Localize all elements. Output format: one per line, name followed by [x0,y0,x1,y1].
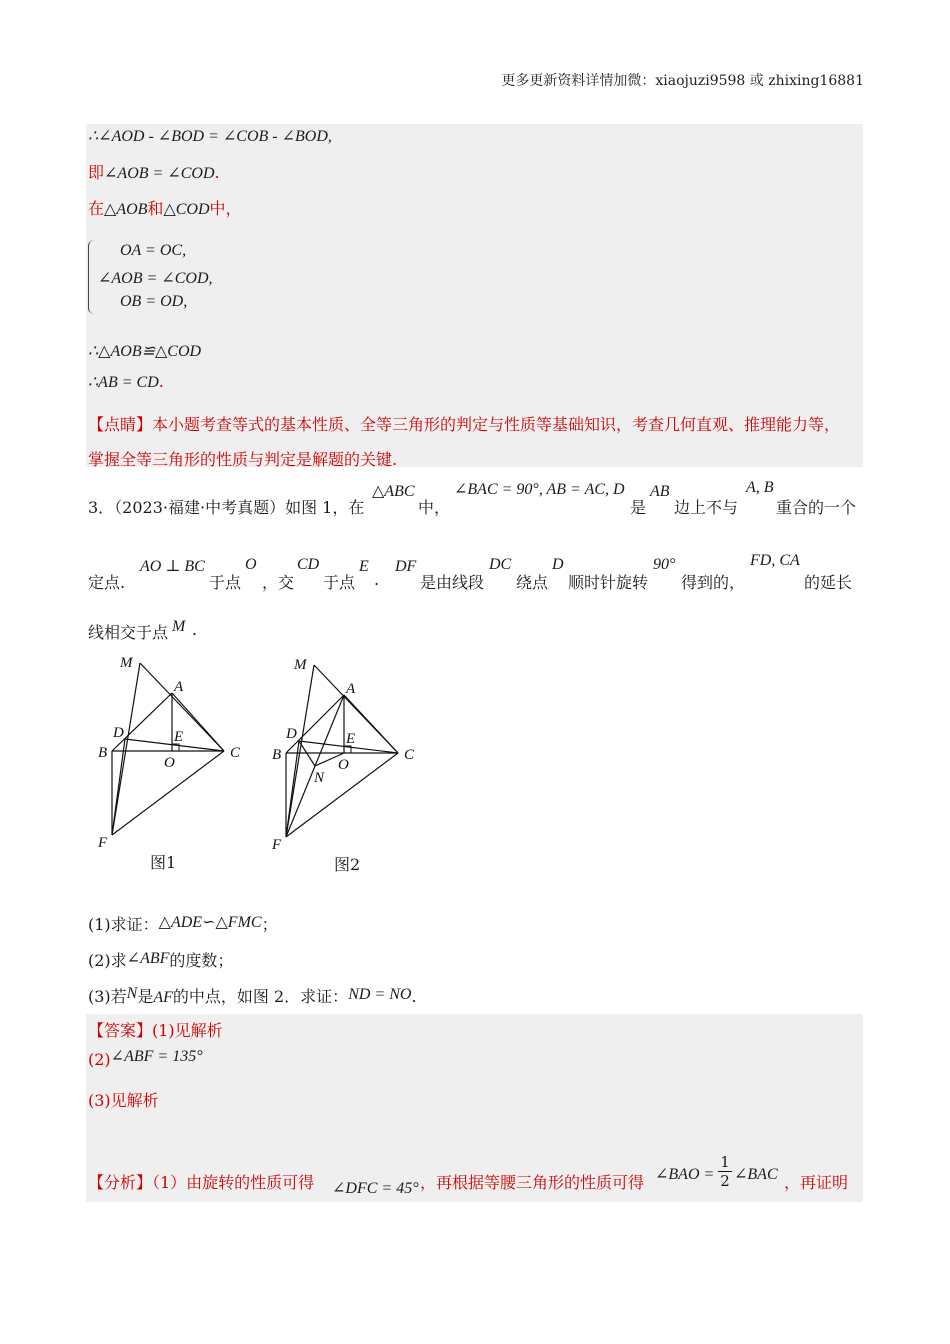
system-line-2: ∠AOB = ∠COD, [98,270,213,287]
figure-1-label: 图1 [150,853,177,872]
q-line2-k: 的延长 [804,573,853,592]
label2-d: D [286,726,297,742]
q-line3-b: . [192,620,198,639]
q-line2-df: DF [395,558,417,575]
label2-m: M [294,657,307,673]
q-line3-m: M [172,618,186,635]
question-bian: 边上不与 [674,498,739,517]
proof-line-3 [88,196,242,219]
proof-line-2-math: ∠AOB = ∠COD [104,165,215,182]
answer-3: (3)见解析 [88,1091,159,1110]
part-1-math: △ADE∽△FMC [158,914,262,931]
fraction-half [718,1153,732,1190]
fraction-numerator: 1 [718,1153,732,1172]
part-2-b: 的度数； [169,951,234,970]
analysis-c: ，再证明 [784,1173,849,1192]
analysis-b: ，再根据等腰三角形的性质可得 [420,1173,645,1192]
fraction-denominator: 2 [720,1172,730,1190]
q-line2-dpt: D [552,556,564,573]
question-ab: AB [650,483,670,500]
analysis-math-2b: ∠BAC [734,1166,778,1183]
part-3-a: (3)若 [88,987,127,1006]
question-chonghe: 重合的一个 [776,498,857,517]
proof-line-3-c: 和 [147,199,164,218]
question-shi: 是 [630,498,647,517]
proof-line-2 [88,160,220,183]
comment-line-1: 【点睛】本小题考查等式的基本性质、全等三角形的判定与性质等基础知识，考查几何直观、推理能力等， [88,415,841,434]
figure-2-label: 图2 [334,855,361,874]
q-line2-h: 绕点 [516,573,549,592]
proof-line-3-b: △AOB [104,201,148,218]
part-1-b: ； [261,915,278,934]
part-2-math: ∠ABF [126,950,170,967]
figure-1 [88,645,258,855]
proof-line-5-period: . [158,372,164,391]
label-b: B [98,745,108,761]
label2-o: O [338,757,349,773]
q-line2-c: ，交 [262,573,295,592]
proof-line-5-math: ∴AB = CD [88,374,159,391]
part-3-n: N [126,985,138,1002]
label2-e: E [346,731,356,747]
page-header: 更多更新资料详情加微：xiaojuzi9598 或 zhixing16881 [501,73,864,89]
part-3 [88,984,417,1007]
q-line2-deg: 90° [653,556,676,573]
label-f: F [98,835,108,851]
q-line2-e: E [359,558,369,575]
seg-fm [112,663,140,835]
seg-fd [112,739,125,835]
part-3-d: . [411,987,417,1006]
label-e: E [174,729,184,745]
label2-a: A [346,681,356,697]
q-line2-i: 顺时针旋转 [568,573,649,592]
proof-line-2-period: . [214,163,220,182]
question-condition: ∠BAC = 90°, AB = AC, D [454,481,625,498]
q-line2-g: 是由线段 [420,573,485,592]
label-m: M [120,655,133,671]
q-line2-o: O [245,556,257,573]
label2-n: N [314,770,325,786]
part-3-af: AF [153,989,173,1006]
proof-line-3-d: △COD [163,201,210,218]
comment-line-2: 掌握全等三角形的性质与判定是解题的关键. [88,450,398,469]
q-line2-f: . [374,570,380,589]
answer-2-math: ∠ABF = 135° [110,1048,203,1065]
figure-2 [266,645,436,857]
analysis-a: 【分析】（1）由旋转的性质可得 [88,1173,315,1192]
label-d: D [113,725,124,741]
part-3-c: 的中点，如图 2．求证： [172,987,349,1006]
proof-line-2-prefix: 即 [88,163,105,182]
q-line2-j: 得到的， [681,573,746,592]
label2-b: B [272,747,282,763]
proof-line-1: ∴∠AOD - ∠BOD = ∠COB - ∠BOD, [88,128,332,145]
proof-line-5 [88,372,164,392]
q-line3-a: 线相交于点 [88,623,169,642]
proof-line-3-a: 在 [88,199,105,218]
part-1 [88,912,278,935]
proof-line-4: ∴△AOB≌△COD [88,343,202,360]
part-3-math: ND = NO [348,986,412,1003]
seg2-fm [286,665,314,837]
question-a-b: A, B [746,479,774,496]
question-prefix: 3．（2023·福建·中考真题）如图 1，在 [88,498,365,517]
label2-c: C [404,747,415,763]
part-2 [88,948,233,971]
q-line2-cd: CD [297,556,320,573]
system-line-1: OA = OC, [120,242,187,259]
question-zhong: 中， [418,498,451,517]
proof-line-3-e: 中， [209,199,242,218]
answer-2-prefix: (2) [88,1050,111,1069]
label-c: C [230,745,241,761]
answer-1: 【答案】(1)见解析 [88,1021,223,1040]
q-line2-ao: AO ⊥ BC [140,558,205,575]
q-line2-fdca: FD, CA [750,552,800,569]
label2-f: F [272,837,282,853]
seg-ba [112,693,172,751]
q-line2-dc: DC [489,556,512,573]
q-line2-d: 于点 [323,573,356,592]
part-3-b: 是 [137,987,154,1006]
system-line-3: OB = OD, [120,293,188,310]
q-line2-b: 于点 [209,573,242,592]
q-line2-a: 定点. [88,573,126,592]
analysis-math-2a: ∠BAO = [655,1166,715,1183]
part-1-a: (1)求证： [88,915,159,934]
part-2-a: (2)求 [88,951,127,970]
label-a: A [174,679,184,695]
seg2-ba [286,695,344,753]
question-triangle: △ABC [372,483,415,500]
answer-2 [88,1050,203,1070]
label-o: O [164,755,175,771]
analysis-math-1: ∠DFC = 45° [332,1180,419,1197]
